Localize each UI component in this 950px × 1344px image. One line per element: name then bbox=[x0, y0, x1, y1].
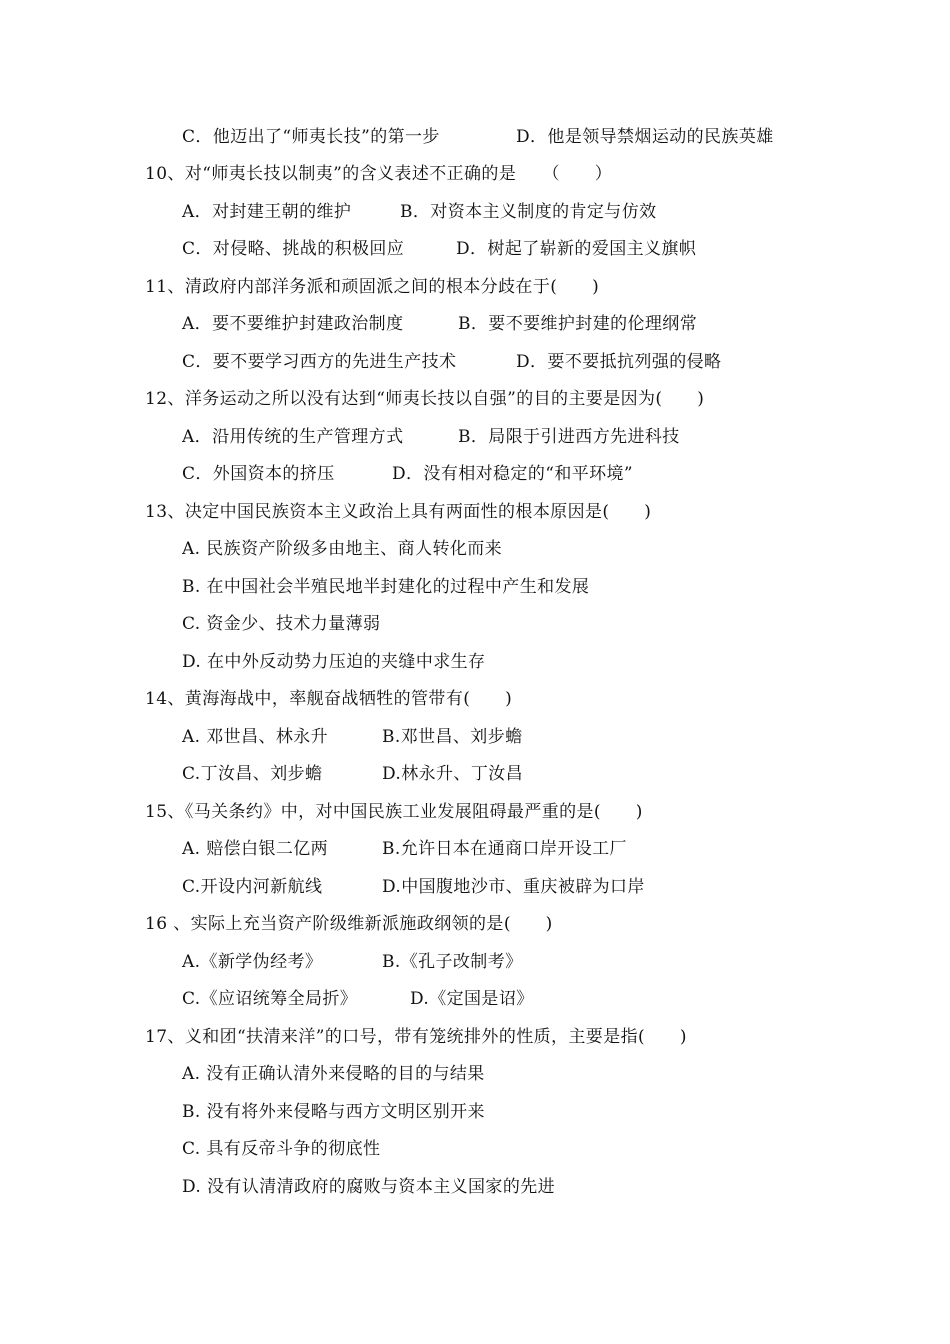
q13-option-a: A. 民族资产阶级多由地主、商人转化而来 bbox=[182, 539, 503, 559]
q16-option-c: C.《应诏统筹全局折》 bbox=[182, 989, 358, 1009]
q10-option-a: A．对封建王朝的维护 bbox=[182, 202, 352, 222]
q12-option-d: D．没有相对稳定的“和平环境” bbox=[392, 464, 634, 484]
q13-option-d: D. 在中外反动势力压迫的夹缝中求生存 bbox=[182, 652, 486, 672]
q15-options-ab bbox=[182, 838, 627, 860]
q17-stem: 17、义和团“扶清来洋”的口号，带有笼统排外的性质，主要是指( ) bbox=[145, 1027, 687, 1047]
q9-options-cd bbox=[182, 126, 774, 148]
q9-option-c: C．他迈出了“师夷长技”的第一步 bbox=[182, 127, 440, 147]
q11-option-b: B．要不要维护封建的伦理纲常 bbox=[458, 314, 698, 334]
q15-options-cd bbox=[182, 876, 645, 898]
q14-options-cd bbox=[182, 763, 524, 785]
q10-options-cd bbox=[182, 238, 697, 260]
q12-options-ab bbox=[182, 426, 680, 448]
q11-options-ab bbox=[182, 313, 698, 335]
q14-stem: 14、黄海海战中，率舰奋战牺牲的管带有( ) bbox=[145, 689, 513, 709]
q14-option-b: B.邓世昌、刘步蟾 bbox=[382, 727, 523, 747]
q10-option-c: C．对侵略、挑战的积极回应 bbox=[182, 239, 405, 259]
q10-options-ab bbox=[182, 201, 657, 223]
q12-options-cd bbox=[182, 463, 634, 485]
q13-stem: 13、决定中国民族资本主义政治上具有两面性的根本原因是( ) bbox=[145, 502, 652, 522]
q10-option-d: D．树起了崭新的爱国主义旗帜 bbox=[456, 239, 697, 259]
q14-option-a: A. 邓世昌、林永升 bbox=[182, 727, 329, 747]
q15-option-c: C.开设内河新航线 bbox=[182, 877, 323, 897]
q11-stem: 11、清政府内部洋务派和顽固派之间的根本分歧在于( ) bbox=[145, 277, 600, 297]
q12-option-b: B．局限于引进西方先进科技 bbox=[458, 427, 680, 447]
q15-option-b: B.允许日本在通商口岸开设工厂 bbox=[382, 839, 627, 859]
q11-option-d: D．要不要抵抗列强的侵略 bbox=[516, 352, 722, 372]
q12-option-c: C．外国资本的挤压 bbox=[182, 464, 335, 484]
q16-options-ab bbox=[182, 951, 523, 973]
q11-option-c: C．要不要学习西方的先进生产技术 bbox=[182, 352, 457, 372]
q16-stem: 16 、实际上充当资产阶级维新派施政纲领的是( ) bbox=[145, 914, 553, 934]
q15-option-d: D.中国腹地沙市、重庆被辟为口岸 bbox=[382, 877, 645, 897]
q14-option-d: D.林永升、丁汝昌 bbox=[382, 764, 524, 784]
q10-option-b: B．对资本主义制度的肯定与仿效 bbox=[400, 202, 657, 222]
q14-options-ab bbox=[182, 726, 523, 748]
q16-options-cd bbox=[182, 988, 534, 1010]
q15-option-a: A. 赔偿白银二亿两 bbox=[182, 839, 329, 859]
q15-stem: 15、《马关条约》中，对中国民族工业发展阻碍最严重的是( ) bbox=[145, 802, 643, 822]
q17-option-b: B. 没有将外来侵略与西方文明区别开来 bbox=[182, 1102, 485, 1122]
q17-option-d: D. 没有认清清政府的腐败与资本主义国家的先进 bbox=[182, 1177, 556, 1197]
q11-option-a: A．要不要维护封建政治制度 bbox=[182, 314, 404, 334]
q16-option-d: D.《定国是诏》 bbox=[410, 989, 534, 1009]
q12-option-a: A．沿用传统的生产管理方式 bbox=[182, 427, 404, 447]
q12-stem: 12、洋务运动之所以没有达到“师夷长技以自强”的目的主要是因为( ) bbox=[145, 389, 705, 409]
q16-option-b: B.《孔子改制考》 bbox=[382, 952, 523, 972]
q11-options-cd bbox=[182, 351, 722, 373]
q9-option-d: D．他是领导禁烟运动的民族英雄 bbox=[516, 127, 774, 147]
q17-option-a: A. 没有正确认清外来侵略的目的与结果 bbox=[182, 1064, 485, 1084]
q10-stem: 10、对“师夷长技以制夷”的含义表述不正确的是 （ ） bbox=[145, 164, 613, 184]
q13-option-c: C. 资金少、技术力量薄弱 bbox=[182, 614, 381, 634]
q14-option-c: C.丁汝昌、刘步蟾 bbox=[182, 764, 323, 784]
q16-option-a: A.《新学伪经考》 bbox=[182, 952, 323, 972]
q17-option-c: C. 具有反帝斗争的彻底性 bbox=[182, 1139, 381, 1159]
q13-option-b: B. 在中国社会半殖民地半封建化的过程中产生和发展 bbox=[182, 577, 590, 597]
